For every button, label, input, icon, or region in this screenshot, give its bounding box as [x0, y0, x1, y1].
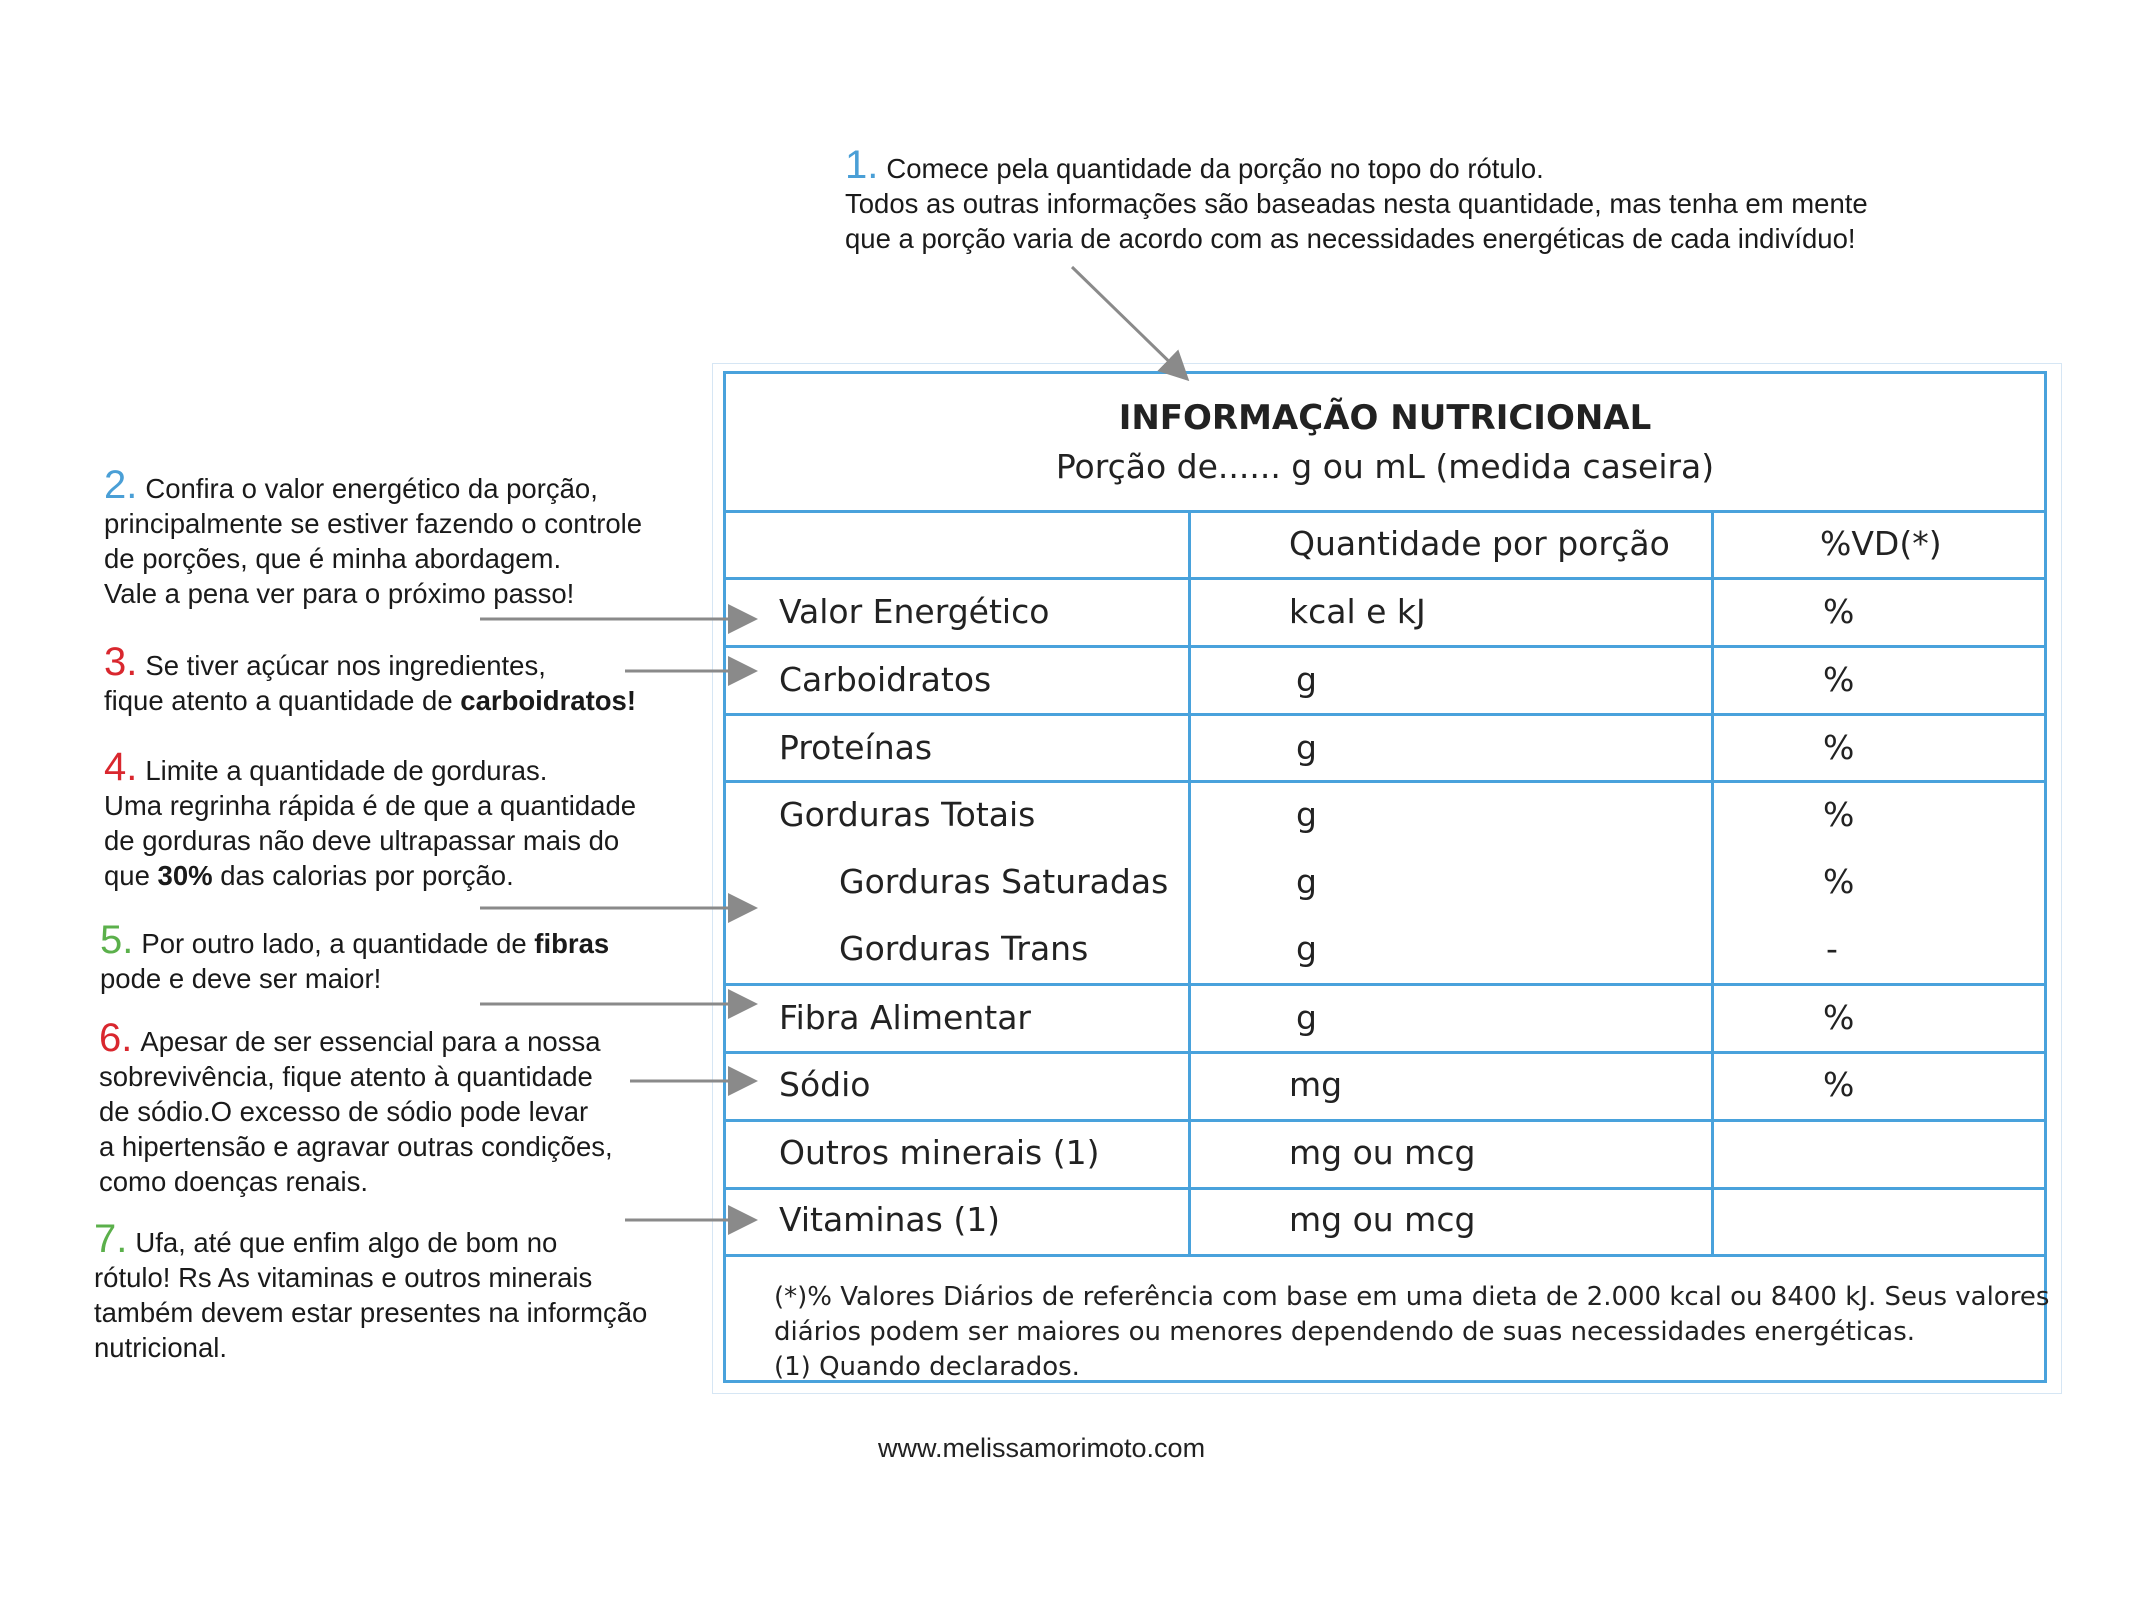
label-title: INFORMAÇÃO NUTRICIONAL	[1118, 398, 1652, 438]
note-4	[104, 745, 637, 893]
row-qty-sodio: mg	[1289, 1065, 1343, 1104]
divider-row-4	[726, 780, 2044, 783]
nutrition-label-frame	[723, 371, 2050, 1383]
note-4-line-3: de gorduras não deve ultrapassar mais do	[104, 825, 620, 856]
note-3-text-2: fique atento a quantidade de	[104, 685, 461, 716]
note-2	[104, 463, 643, 611]
row-qty-carboidratos: g	[1296, 660, 1317, 699]
row-name-gorduras-totais: Gorduras Totais	[779, 795, 1036, 834]
note-2-line-1	[104, 463, 642, 507]
note-7-line-3: também devem estar presentes na informção	[94, 1297, 648, 1328]
row-vd-valor-energetico: %	[1823, 592, 1855, 631]
note-3-line-2	[104, 683, 636, 718]
note-7-number: 7.	[94, 1217, 128, 1261]
row-name-vitaminas: Vitaminas (1)	[779, 1200, 1001, 1239]
note-6-line-1	[99, 1016, 613, 1060]
row-vd-gorduras-totais: %	[1823, 795, 1855, 834]
row-qty-vitaminas: mg ou mcg	[1289, 1200, 1476, 1239]
note-6	[99, 1016, 613, 1199]
row-qty-fibra-alimentar: g	[1296, 998, 1317, 1037]
divider-row-7	[726, 1119, 2044, 1122]
note-6-number: 6.	[99, 1016, 133, 1060]
note-4-line-2: Uma regrinha rápida é de que a quantidade	[104, 790, 637, 821]
header-quantity: Quantidade por porção	[1289, 524, 1670, 563]
note-4-line-4	[104, 858, 636, 893]
row-name-valor-energetico: Valor Energético	[779, 592, 1050, 631]
note-6-line-4: a hipertensão e agravar outras condições,	[99, 1131, 613, 1162]
label-subtitle: Porção de...... g ou mL (medida caseira)	[1055, 447, 1715, 486]
note-4-bold-30: 30%	[157, 860, 213, 891]
footnote-line-2: diários podem ser maiores ou menores dependendo de suas necessidades energéticas.	[774, 1317, 1916, 1347]
divider-footnote	[726, 1254, 2044, 1257]
row-vd-gorduras-saturadas: %	[1823, 862, 1855, 901]
note-4-text-4a: que	[104, 860, 158, 891]
column-divider-2	[1711, 510, 1714, 1257]
arrow-1	[1072, 267, 1185, 377]
header-vd: %VD(*)	[1820, 524, 1942, 563]
note-4-text-1: Limite a quantidade de gorduras.	[145, 755, 548, 786]
note-7	[94, 1217, 648, 1365]
note-4-line-1	[104, 745, 636, 789]
divider-row-3	[726, 713, 2044, 716]
row-qty-gorduras-trans: g	[1296, 929, 1317, 968]
row-vd-gorduras-trans: -	[1826, 929, 1838, 968]
row-name-sodio: Sódio	[779, 1065, 871, 1104]
note-7-line-1	[94, 1217, 647, 1261]
website-url: www.melissamorimoto.com	[878, 1433, 1206, 1463]
note-5-bold-fibras: fibras	[534, 928, 610, 959]
row-qty-gorduras-totais: g	[1296, 795, 1317, 834]
divider-row-5	[726, 983, 2044, 986]
row-vd-sodio: %	[1823, 1065, 1855, 1104]
note-6-text-1: Apesar de ser essencial para a nossa	[140, 1026, 601, 1057]
note-6-line-2: sobrevivência, fique atento à quantidade	[99, 1061, 593, 1092]
note-1-line-3: que a porção varia de acordo com as necessidades energéticas de cada indivíduo!	[845, 223, 1856, 254]
row-vd-fibra-alimentar: %	[1823, 998, 1855, 1037]
note-3	[104, 640, 637, 718]
note-7-line-2: rótulo! Rs As vitaminas e outros minerais	[94, 1262, 593, 1293]
divider-row-8	[726, 1187, 2044, 1190]
row-vd-proteinas: %	[1823, 728, 1855, 767]
row-qty-outros-minerais: mg ou mcg	[1289, 1133, 1476, 1172]
note-5-number: 5.	[100, 918, 134, 962]
divider-row-6	[726, 1051, 2044, 1054]
note-2-number: 2.	[104, 463, 138, 507]
note-3-text-1: Se tiver açúcar nos ingredientes,	[145, 650, 546, 681]
note-6-line-5: como doenças renais.	[99, 1166, 369, 1197]
divider-row-2	[726, 645, 2044, 648]
nutrition-label	[712, 363, 2062, 1394]
note-1-number: 1.	[845, 143, 879, 187]
column-divider-1	[1188, 510, 1191, 1257]
note-1-text-1: Comece pela quantidade da porção no topo do rótulo.	[886, 153, 1544, 184]
note-2-line-3: de porções, que é minha abordagem.	[104, 543, 562, 574]
note-1	[845, 143, 1868, 256]
note-5-line-2: pode e deve ser maior!	[100, 963, 382, 994]
row-name-carboidratos: Carboidratos	[779, 660, 992, 699]
note-7-line-4: nutricional.	[94, 1332, 227, 1363]
row-name-proteinas: Proteínas	[779, 728, 933, 767]
label-footnote	[774, 1280, 2049, 1385]
divider-row-1	[726, 577, 2044, 580]
row-name-outros-minerais: Outros minerais (1)	[779, 1133, 1100, 1172]
note-2-line-2: principalmente se estiver fazendo o controle	[104, 508, 643, 539]
note-3-line-1	[104, 640, 636, 684]
row-name-gorduras-saturadas: Gorduras Saturadas	[839, 862, 1169, 901]
note-3-number: 3.	[104, 640, 138, 684]
note-4-text-4b: das calorias por porção.	[212, 860, 514, 891]
note-5-text-1: Por outro lado, a quantidade de	[141, 928, 535, 959]
row-name-fibra-alimentar: Fibra Alimentar	[779, 998, 1031, 1037]
footnote-line-3: (1) Quando declarados.	[774, 1352, 1080, 1382]
note-3-bold-carboidratos: carboidratos!	[460, 685, 637, 716]
note-7-text-1: Ufa, até que enfim algo de bom no	[135, 1227, 558, 1258]
note-5	[100, 918, 610, 996]
row-qty-valor-energetico: kcal e kJ	[1289, 592, 1426, 631]
row-qty-gorduras-saturadas: g	[1296, 862, 1317, 901]
note-2-text-1: Confira o valor energético da porção,	[145, 473, 598, 504]
note-4-number: 4.	[104, 745, 138, 789]
note-5-line-1	[100, 918, 610, 962]
note-6-line-3: de sódio.O excesso de sódio pode levar	[99, 1096, 589, 1127]
note-1-line-2: Todos as outras informações são baseadas nesta quantidade, mas tenha em mente	[845, 188, 1868, 219]
row-vd-carboidratos: %	[1823, 660, 1855, 699]
note-1-line-1	[845, 143, 1868, 187]
footnote-line-1: (*)% Valores Diários de referência com base em uma dieta de 2.000 kcal ou 8400 kJ. Seus valores	[774, 1282, 2050, 1312]
row-name-gorduras-trans: Gorduras Trans	[839, 929, 1089, 968]
divider-header	[726, 510, 2044, 513]
row-qty-proteinas: g	[1296, 728, 1317, 767]
note-2-line-4: Vale a pena ver para o próximo passo!	[104, 578, 575, 609]
